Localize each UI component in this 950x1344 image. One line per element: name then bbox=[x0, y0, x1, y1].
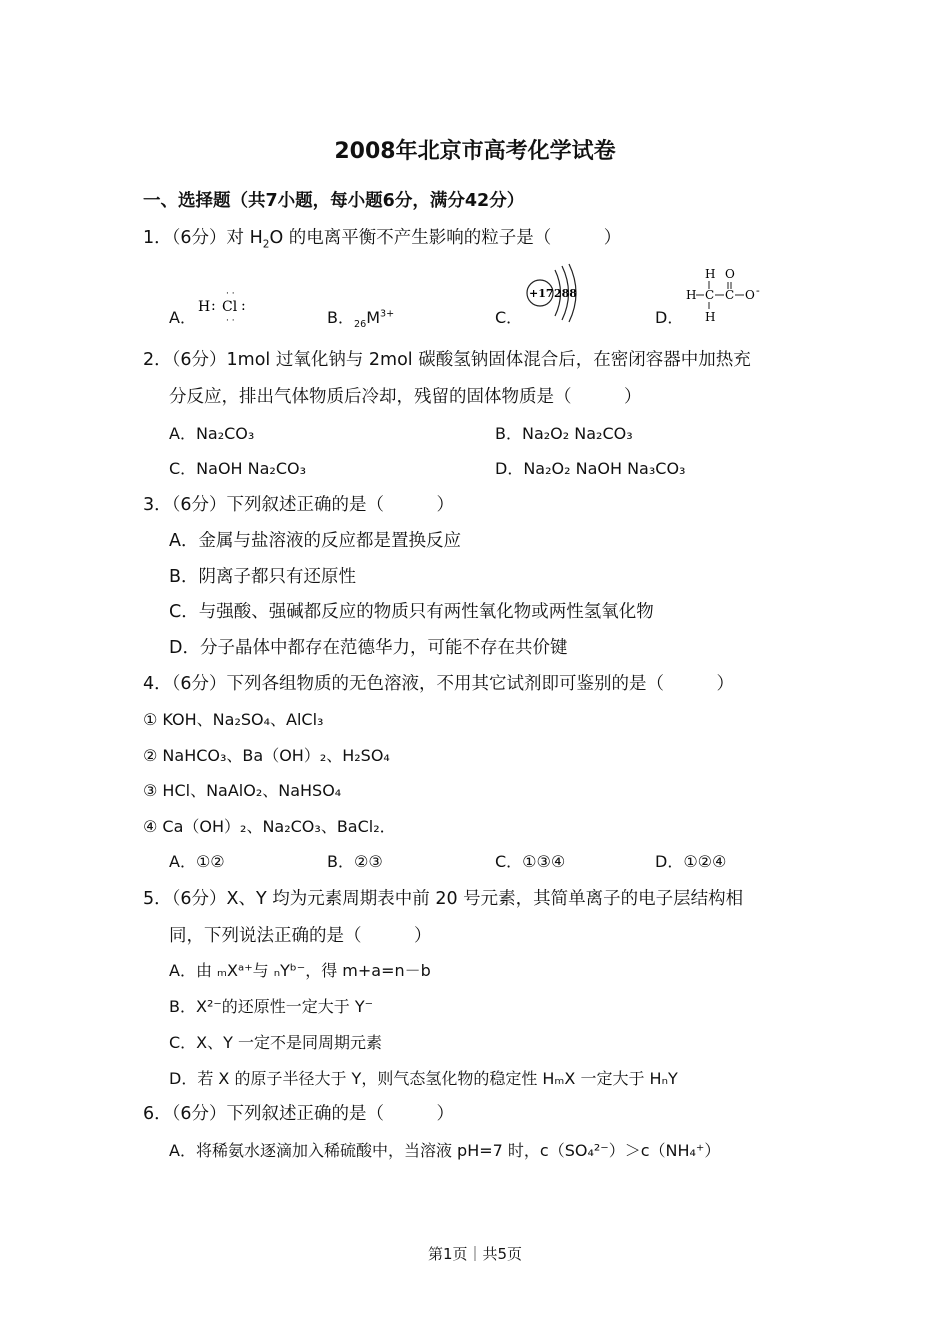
page-title: 2008年北京市高考化学试卷 bbox=[334, 139, 616, 164]
q3-option-b: B．阴离子都只有还原性 bbox=[169, 567, 357, 587]
svg-text:· ·: · · bbox=[226, 289, 235, 299]
question-2-stem-line-2: 分反应，排出气体物质后冷却，残留的固体物质是（ ） bbox=[169, 387, 642, 407]
question-5-stem-line-1: 5．（6分）X、Y 均为元素周期表中前 20 号元素，其简单离子的电子层结构相 bbox=[143, 889, 744, 909]
q6-option-a: A．将稀氨水逐滴加入稀硫酸中，当溶液 pH=7 时，c（SO₄²⁻）＞c（NH₄⁺） bbox=[169, 1141, 721, 1160]
q1-option-d-structure-diagram bbox=[684, 264, 766, 324]
q4-option-a: A．①② bbox=[169, 852, 225, 871]
q4-group-2: ② NaHCO₃、Ba（OH）₂、H₂SO₄ bbox=[143, 746, 390, 765]
page-footer: 第1页｜共5页 bbox=[427, 1245, 523, 1263]
question-5-stem-line-2: 同，下列说法正确的是（ ） bbox=[169, 926, 432, 946]
q4-group-1: ① KOH、Na₂SO₄、AlCl₃ bbox=[143, 710, 324, 729]
svg-text:O: O bbox=[725, 267, 735, 281]
q2-option-a: A．Na₂CO₃ bbox=[169, 424, 255, 443]
svg-text:· ·: · · bbox=[226, 316, 235, 324]
q5-option-a: A．由 ₘXᵃ⁺与 ₙYᵇ⁻，得 m+a=n－b bbox=[169, 961, 431, 980]
q1-option-c-atom-diagram bbox=[522, 262, 582, 324]
q3-option-c: C．与强酸、强碱都反应的物质只有两性氧化物或两性氢氧化物 bbox=[169, 602, 654, 622]
svg-text:H: H bbox=[705, 267, 716, 281]
q4-option-b: B．②③ bbox=[327, 852, 383, 871]
svg-text:-: - bbox=[756, 284, 760, 297]
q2-option-b: B．Na₂O₂ Na₂CO₃ bbox=[495, 424, 633, 443]
question-6-stem: 6．（6分）下列叙述正确的是（ ） bbox=[143, 1104, 455, 1124]
svg-text:C: C bbox=[705, 288, 715, 302]
question-4-stem: 4．（6分）下列各组物质的无色溶液，不用其它试剂即可鉴别的是（ ） bbox=[143, 674, 735, 694]
q1-option-a-label: A． bbox=[169, 308, 196, 327]
section-heading: 一、选择题（共7小题，每小题6分，满分42分） bbox=[143, 191, 525, 211]
q1-option-b: B．$_{26}M^{3+}$ bbox=[327, 308, 395, 331]
q2-option-c: C．NaOH Na₂CO₃ bbox=[169, 459, 307, 478]
question-3-stem: 3．（6分）下列叙述正确的是（ ） bbox=[143, 495, 455, 515]
q2-option-d: D．Na₂O₂ NaOH Na₃CO₃ bbox=[495, 459, 686, 478]
q4-group-4: ④ Ca（OH）₂、Na₂CO₃、BaCl₂． bbox=[143, 817, 396, 836]
svg-text:Cl: Cl bbox=[222, 299, 238, 315]
q5-option-c: C．X、Y 一定不是同周期元素 bbox=[169, 1033, 382, 1052]
svg-text:+17: +17 bbox=[529, 287, 554, 300]
q3-option-d: D．分子晶体中都存在范德华力，可能不存在共价键 bbox=[169, 638, 568, 658]
svg-text:C: C bbox=[725, 288, 735, 302]
q4-option-c: C．①③④ bbox=[495, 852, 566, 871]
svg-text:O: O bbox=[745, 288, 755, 302]
svg-text::: : bbox=[211, 298, 216, 314]
svg-text:288: 288 bbox=[554, 287, 577, 300]
svg-text:H: H bbox=[705, 310, 716, 324]
svg-text:H: H bbox=[686, 288, 697, 302]
question-2-stem-line-1: 2．（6分）1mol 过氧化钠与 2mol 碳酸氢钠固体混合后，在密闭容器中加热充 bbox=[143, 350, 751, 370]
q1-option-c-label: C． bbox=[495, 308, 523, 327]
svg-text:H: H bbox=[198, 299, 211, 315]
q3-option-a: A．金属与盐溶液的反应都是置换反应 bbox=[169, 531, 461, 551]
q5-option-d: D．若 X 的原子半径大于 Y，则气态氢化物的稳定性 HₘX 一定大于 HₙY bbox=[169, 1069, 678, 1088]
q1-option-d-label: D． bbox=[655, 308, 684, 327]
q1-option-a-hcl-diagram bbox=[196, 288, 252, 324]
question-1-stem: 1．（6分）对 $H_2O$ 的电离平衡不产生影响的粒子是（ ） bbox=[143, 228, 622, 251]
q4-group-3: ③ HCl、NaAlO₂、NaHSO₄ bbox=[143, 781, 342, 800]
svg-text::: : bbox=[241, 298, 246, 314]
q5-option-b: B．X²⁻的还原性一定大于 Y⁻ bbox=[169, 997, 374, 1016]
q4-option-d: D．①②④ bbox=[655, 852, 727, 871]
